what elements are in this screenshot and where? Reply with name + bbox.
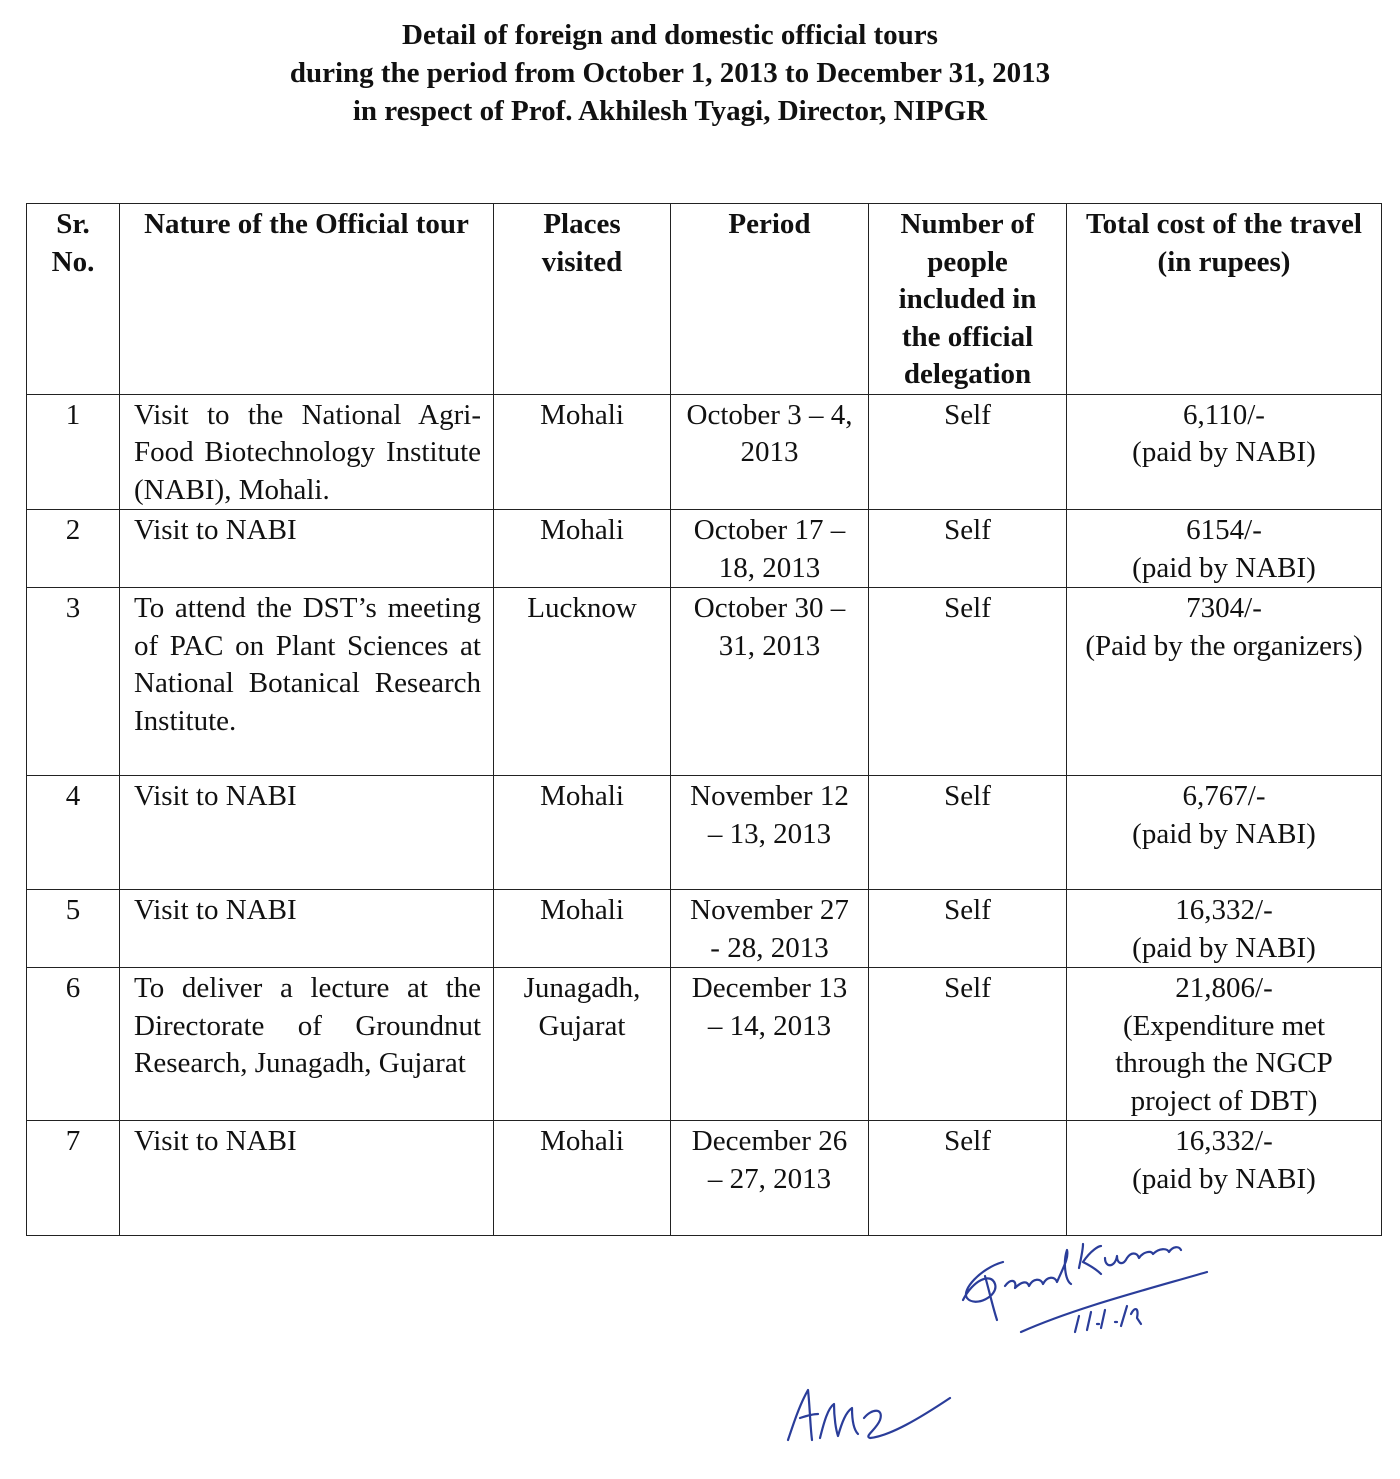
cost-note: (paid by NABI) <box>1132 817 1316 850</box>
cell-cost <box>1067 588 1382 776</box>
header-nature: Nature of the Official tour <box>120 204 494 395</box>
signature-kumar <box>955 1228 1215 1338</box>
cost-amount: 7304/- <box>1186 592 1262 624</box>
cell-nature: Visit to NABI <box>120 890 494 968</box>
cost-amount: 16,332/- <box>1175 894 1273 926</box>
cell-sr: 6 <box>27 968 120 1121</box>
table-row <box>27 510 1382 588</box>
cost-amount: 6154/- <box>1186 514 1262 546</box>
header-people: Number of people included in the official delegation <box>869 204 1067 395</box>
cell-people: Self <box>869 968 1067 1121</box>
header-sr-no: Sr. No. <box>27 204 120 395</box>
cell-period: October 30 – 31, 2013 <box>671 588 869 776</box>
cell-people: Self <box>869 394 1067 510</box>
cell-cost <box>1067 968 1382 1121</box>
table-row <box>27 890 1382 968</box>
cell-sr: 7 <box>27 1121 120 1236</box>
table-row <box>27 776 1382 890</box>
cell-nature: To deliver a lecture at the Directorate of Groundnut Research, Junagadh, Gujarat <box>120 968 494 1121</box>
cost-note: (Expenditure met through the NGCP project of DBT) <box>1115 1009 1333 1117</box>
cell-places: Mohali <box>494 510 671 588</box>
cost-amount: 16,332/- <box>1175 1125 1273 1157</box>
cost-note: (paid by NABI) <box>1132 931 1316 964</box>
signature-initials <box>780 1378 960 1458</box>
cell-cost <box>1067 1121 1382 1236</box>
table-header-row <box>27 204 1382 395</box>
cell-places: Mohali <box>494 890 671 968</box>
cell-nature: Visit to the National Agri-Food Biotechnology Institute (NABI), Mohali. <box>120 394 494 510</box>
cost-note: (paid by NABI) <box>1132 436 1316 468</box>
cost-note: (paid by NABI) <box>1132 551 1316 584</box>
cell-people: Self <box>869 890 1067 968</box>
cell-cost <box>1067 890 1382 968</box>
cell-places: Mohali <box>494 394 671 510</box>
cell-period: October 17 – 18, 2013 <box>671 510 869 588</box>
title-line-3: in respect of Prof. Akhilesh Tyagi, Director, NIPGR <box>352 95 988 127</box>
title-line-2: during the period from October 1, 2013 to December 31, 2013 <box>289 57 1051 89</box>
cell-nature: Visit to NABI <box>120 776 494 890</box>
cell-places: Lucknow <box>494 588 671 776</box>
cell-sr: 4 <box>27 776 120 890</box>
header-places: Places visited <box>494 204 671 395</box>
cell-people: Self <box>869 510 1067 588</box>
cell-nature: Visit to NABI <box>120 510 494 588</box>
table-row <box>27 1121 1382 1236</box>
cell-cost <box>1067 510 1382 588</box>
cell-sr: 1 <box>27 394 120 510</box>
cost-amount: 21,806/- <box>1175 972 1273 1004</box>
cost-note: (Paid by the organizers) <box>1085 629 1363 662</box>
cost-amount: 6,767/- <box>1182 780 1266 812</box>
cell-sr: 5 <box>27 890 120 968</box>
cost-amount: 6,110/- <box>1183 398 1265 431</box>
cell-period: October 3 – 4, 2013 <box>671 394 869 510</box>
cell-people: Self <box>869 588 1067 776</box>
cell-sr: 3 <box>27 588 120 776</box>
cell-cost <box>1067 776 1382 890</box>
title-line-1: Detail of foreign and domestic official tours <box>402 19 938 51</box>
document-title <box>0 16 1340 130</box>
cell-people: Self <box>869 776 1067 890</box>
cell-places: Mohali <box>494 1121 671 1236</box>
cell-period: November 27 - 28, 2013 <box>671 890 869 968</box>
cost-note: (paid by NABI) <box>1132 1162 1316 1195</box>
table-row <box>27 394 1382 510</box>
cell-period: December 26 – 27, 2013 <box>671 1121 869 1236</box>
cell-places: Junagadh, Gujarat <box>494 968 671 1121</box>
header-cost: Total cost of the travel (in rupees) <box>1067 204 1382 395</box>
cell-period: December 13 – 14, 2013 <box>671 968 869 1121</box>
tours-table <box>26 203 1382 1236</box>
table-row <box>27 588 1382 776</box>
cell-people: Self <box>869 1121 1067 1236</box>
header-period: Period <box>671 204 869 395</box>
cell-cost <box>1067 394 1382 510</box>
cell-sr: 2 <box>27 510 120 588</box>
cell-nature: Visit to NABI <box>120 1121 494 1236</box>
table-row <box>27 968 1382 1121</box>
cell-nature: To attend the DST’s meeting of PAC on Plant Sciences at National Botanical Research Institute. <box>120 588 494 776</box>
cell-places: Mohali <box>494 776 671 890</box>
cell-period: November 12 – 13, 2013 <box>671 776 869 890</box>
